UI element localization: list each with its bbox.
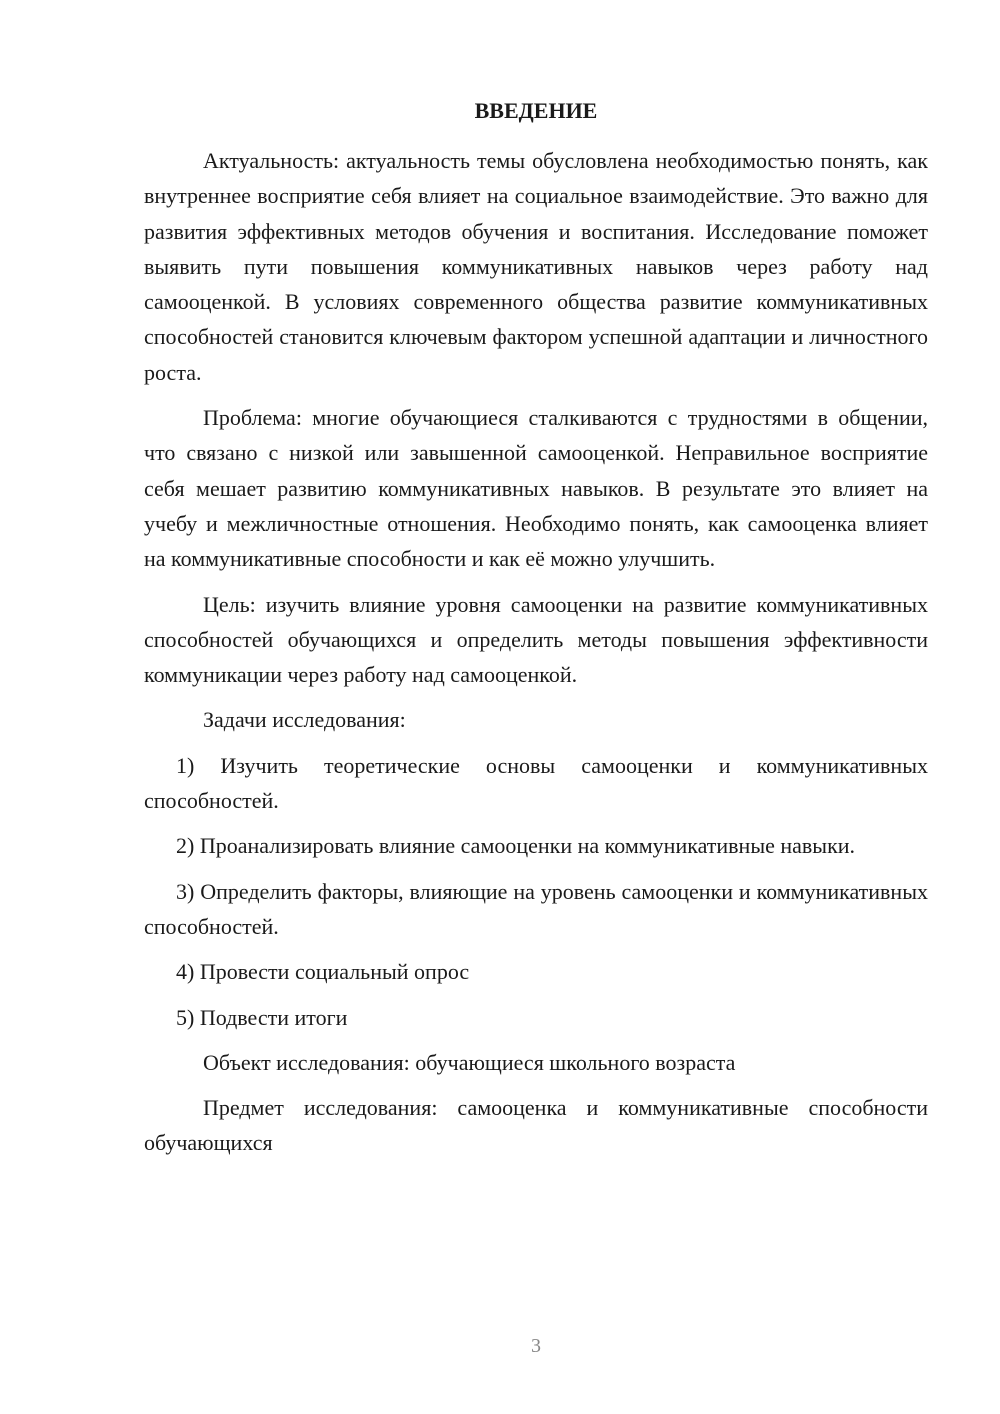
problem-paragraph: Проблема: многие обучающиеся сталкиваются с трудностями в общении, что связано с низкой или завышенной самооценкой. Неправильное восприятие себя мешает развитию коммуникативных навыков. В результате это влияет на учебу и межличностные отношения. Необходимо понять, как самооценка влияет на коммуникативные способности и как её можно улучшить.	[144, 405, 928, 572]
document-body	[144, 143, 928, 1171]
task-item-1: 1) Изучить теоретические основы самооценки и коммуникативных способностей.	[144, 752, 928, 814]
task-item-3: 3) Определить факторы, влияющие на уровень самооценки и коммуникативных способностей.	[144, 878, 928, 939]
page-number: 3	[531, 1335, 541, 1357]
task-item-4: 4) Провести социальный опрос	[176, 959, 470, 985]
task-item-2: 2) Проанализировать влияние самооценки на коммуникативные навыки.	[176, 833, 856, 859]
task-item-5: 5) Подвести итоги	[176, 1004, 348, 1030]
research-object-paragraph: Объект исследования: обучающиеся школьного возраста	[203, 1049, 736, 1075]
relevance-paragraph: Актуальность: актуальность темы обусловлена необходимостью понять, как внутреннее восприятие себя влияет на социальное взаимодействие. Это важно для развития эффективных методов обучения и воспитания. Исследование поможет выявить пути повышения коммуникативных навыков через работу над самооценкой. В условиях современного общества развитие коммуникативных способностей становится ключевым фактором успешной адаптации и личностного роста.	[144, 148, 928, 385]
tasks-heading: Задачи исследования:	[203, 707, 406, 733]
research-subject-paragraph: Предмет исследования: самооценка и коммуникативные способности обучающихся	[144, 1095, 928, 1156]
goal-paragraph: Цель: изучить влияние уровня самооценки на развитие коммуникативных способностей обучающихся и определить методы повышения эффективности коммуникации через работу над самооценкой.	[144, 591, 928, 688]
page-title: ВВЕДЕНИЕ	[474, 98, 598, 123]
